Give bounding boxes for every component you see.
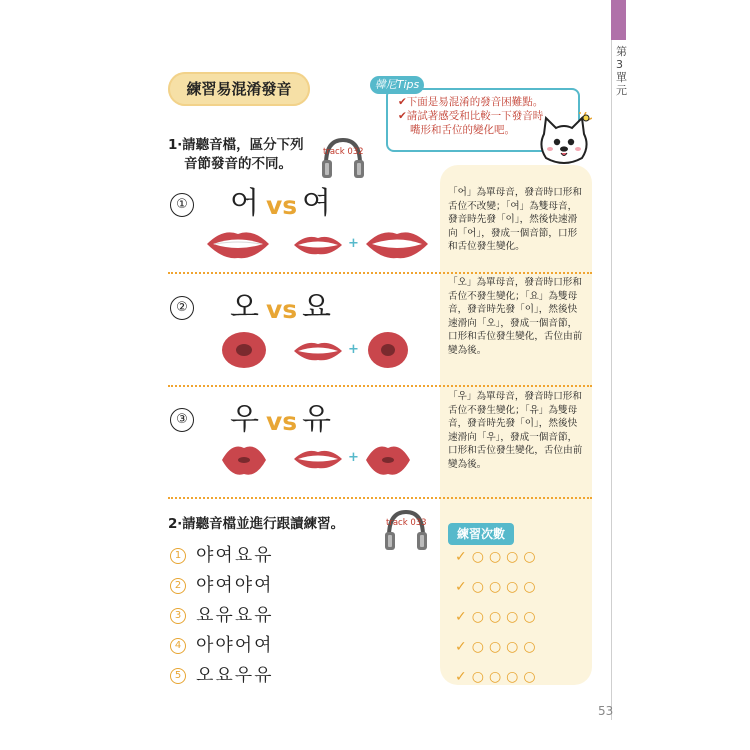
drill-text: 야여요유: [196, 545, 274, 566]
plus-icon: +: [348, 450, 359, 465]
drill-row: [170, 545, 274, 567]
drill-number: 1: [170, 548, 186, 564]
divider: [168, 272, 592, 274]
syllable-left: 어: [230, 186, 259, 221]
vs-label: vs: [266, 295, 298, 324]
mouth-spread-lips-icon: [292, 338, 344, 364]
practice-checkboxes[interactable]: ✓○○○○: [455, 639, 541, 655]
tip-line: ✔請試著感受和比較一下發音時: [398, 110, 544, 122]
drill-row: [170, 665, 274, 687]
chapter-label-char: 元: [616, 84, 627, 97]
mouth-spread-lips-icon: [292, 446, 344, 472]
pair-note: 「오」為單母音，發音時口形和舌位不發生變化；「요」為雙母音，發音時先發「이」，然後快速滑向「오」，發成一個音節，口形和舌位發生變化，舌位由前變為後。: [448, 277, 583, 356]
tip-line: ✔下面是易混淆的發音困難點。: [398, 96, 544, 108]
syllable-right: 여: [302, 186, 331, 221]
item-number: ③: [170, 408, 194, 432]
syllable-left: 오: [230, 290, 259, 325]
drill-text: 야여야여: [196, 575, 274, 596]
mouth-round-lips-icon: [220, 330, 268, 370]
drill-row: [170, 575, 274, 597]
mouth-pucker-lips-icon: [364, 440, 412, 480]
pair-note: 「우」為單母音，發音時口形和舌位不發生變化；「유」為雙母音，發音時先發「이」，然後快速滑向「우」，發成一個音節，口形和舌位發生變化，舌位由前變為後。: [448, 391, 583, 470]
drill-row: [170, 605, 274, 627]
mouth-open-lips-icon: [364, 228, 430, 260]
section1-heading: 1‧請聽音檔，區分下列: [168, 137, 304, 153]
track-label: track 033: [386, 518, 427, 528]
headphones-icon[interactable]: [320, 136, 366, 180]
item-number: ②: [170, 296, 194, 320]
drill-number: 5: [170, 668, 186, 684]
drill-text: 오요우유: [196, 665, 274, 686]
drill-text: 요유요유: [196, 605, 274, 626]
vs-label: vs: [266, 191, 298, 220]
syllable-right: 요: [302, 290, 331, 325]
mouth-pucker-lips-icon: [220, 440, 268, 480]
drill-text: 아야어여: [196, 635, 274, 656]
divider: [168, 497, 592, 499]
vs-label: vs: [266, 407, 298, 436]
chapter-label-char: 3: [616, 58, 623, 71]
practice-checkboxes[interactable]: ✓○○○○: [455, 609, 541, 625]
syllable-right: 유: [302, 402, 331, 437]
section2-heading: 2‧請聽音檔並進行跟讀練習。: [168, 516, 345, 532]
page-number: 53: [598, 704, 614, 718]
item-number: ①: [170, 193, 194, 217]
chapter-label-char: 單: [616, 71, 627, 84]
practice-checkboxes[interactable]: ✓○○○○: [455, 579, 541, 595]
mouth-spread-lips-icon: [292, 232, 344, 258]
track-label: track 032: [323, 147, 364, 157]
drill-number: 3: [170, 608, 186, 624]
chapter-label-char: 第: [616, 45, 627, 58]
divider: [168, 385, 592, 387]
pair-note: 「어」為單母音，發音時口形和舌位不改變；「여」為雙母音，發音時先發「이」，然後快速滑向「어」，發成一個音節，口形和舌位發生變化。: [448, 187, 582, 252]
mouth-round-lips-icon: [366, 330, 410, 370]
page-title: 練習易混淆發音: [168, 72, 310, 106]
practice-count-label: 練習次數: [448, 523, 514, 545]
tip-line: 嘴形和舌位的變化吧。: [410, 124, 515, 136]
margin-rule: [611, 40, 612, 720]
section1-heading-cont: 音節發音的不同。: [184, 156, 292, 172]
dog-mascot-icon: [536, 112, 592, 170]
chapter-tab-marker: [611, 0, 626, 40]
tips-label: 韓尼Tips: [370, 76, 424, 94]
drill-number: 4: [170, 638, 186, 654]
drill-row: [170, 635, 274, 657]
practice-checkboxes[interactable]: ✓○○○○: [455, 669, 541, 685]
plus-icon: +: [348, 236, 359, 251]
practice-checkboxes[interactable]: ✓○○○○: [455, 549, 541, 565]
headphones-icon[interactable]: [383, 508, 429, 552]
drill-number: 2: [170, 578, 186, 594]
mouth-open-lips-icon: [205, 228, 271, 260]
plus-icon: +: [348, 342, 359, 357]
syllable-left: 우: [230, 402, 259, 437]
